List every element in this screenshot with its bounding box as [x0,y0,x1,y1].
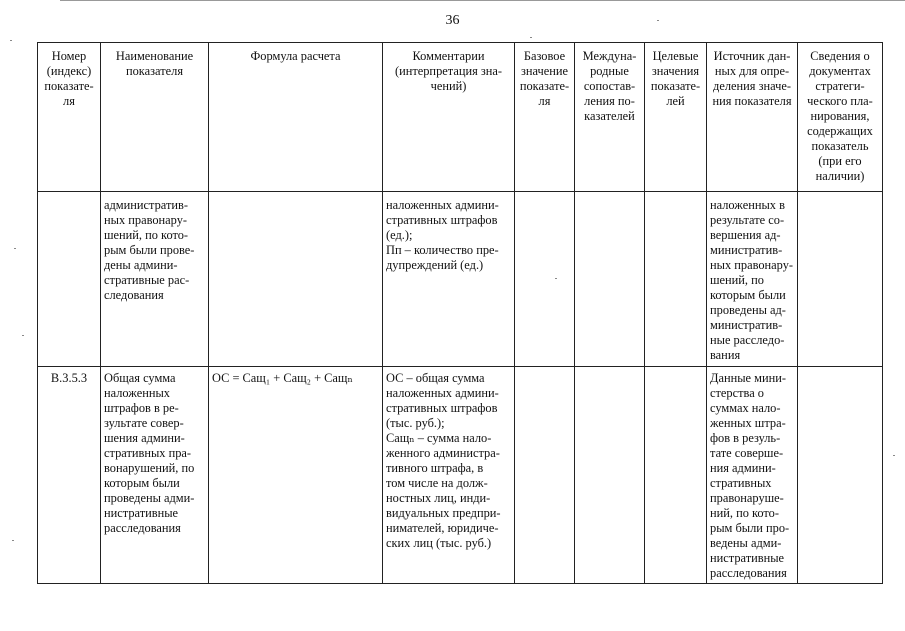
header-name: Наименование показателя [101,43,209,192]
table-row [38,367,883,584]
cell-comment: ОС – общая сумма наложенных админи- стративных штрафов (тыс. руб.); Сащₙ – сумма нало- женного администра- тивного штрафа, в том числе на долж- ностных лиц, инди- видуальных предпри- нимателей, юридиче- ских лиц (тыс. руб.) [383,367,515,584]
scan-speck [14,248,16,249]
cell-base-value [515,367,575,584]
indicator-table [37,42,883,584]
header-international: Междуна- родные сопостав- ления по- казателей [575,43,645,192]
scan-speck [657,20,659,21]
cell-data-source: наложенных в результате со- вершения ад- министратив- ных правонару- шений, по которым были проведены ад- министратив- ные расследо- вания [707,192,798,367]
cell-formula: ОС = Сащ₁ + Сащ₂ + Сащₙ [209,367,383,584]
cell-strategic-docs [798,192,883,367]
scan-speck [893,455,895,456]
header-code: Номер (индекс) показате- ля [38,43,101,192]
header-target-values: Целевые значения показате- лей [645,43,707,192]
cell-data-source: Данные мини- стерства о суммах нало- женных штра- фов в резуль- тате соверше- ния админи- стративных правонаруше- ний, по кото- рым были про- ведены адми- нистративные расследования [707,367,798,584]
table-row [38,192,883,367]
cell-international [575,367,645,584]
scan-speck [530,37,532,38]
cell-formula [209,192,383,367]
header-base-value: Базовое значение показате- ля [515,43,575,192]
cell-comment: наложенных админи- стративных штрафов (ед.); Пп – количество пре- дупреждений (ед.) [383,192,515,367]
cell-target-values [645,192,707,367]
scan-speck [10,40,12,41]
cell-name: Общая сумма наложенных штрафов в ре- зультате совер- шения админи- стративных пра- вонарушений, по которым были проведены адми- нистративные расследования [101,367,209,584]
cell-strategic-docs [798,367,883,584]
header-formula: Формула расчета [209,43,383,192]
scan-speck [22,335,24,336]
header-comment: Комментарии (интерпретация зна- чений) [383,43,515,192]
header-data-source: Источник дан- ных для опре- деления значе- ния показателя [707,43,798,192]
scan-speck [12,540,14,541]
scan-speck [555,278,557,279]
header-strategic-docs: Сведения о документах стратеги- ческого пла- нирования, содержащих показатель (при его наличии) [798,43,883,192]
cell-base-value [515,192,575,367]
cell-name: административ- ных правонару- шений, по кото- рым были прове- дены админи- стративные рас- следования [101,192,209,367]
page-number: 36 [445,13,460,28]
cell-international [575,192,645,367]
top-scan-edge [60,0,905,1]
cell-code [38,192,101,367]
cell-code: В.3.5.3 [38,367,101,584]
cell-target-values [645,367,707,584]
table-header-row [38,43,883,192]
